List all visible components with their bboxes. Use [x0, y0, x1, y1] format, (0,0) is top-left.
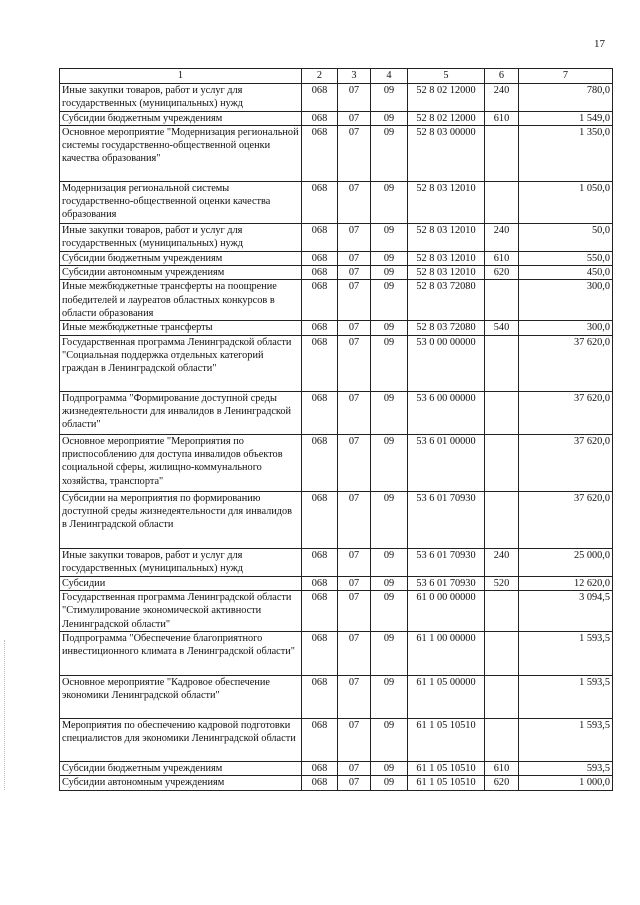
table-row [60, 776, 613, 790]
cell-rz: 07 [338, 719, 371, 762]
cell-csr: 52 8 03 72080 [408, 321, 485, 335]
cell-vr: 610 [485, 251, 519, 265]
cell-pr: 09 [371, 335, 408, 391]
cell-vr: 610 [485, 111, 519, 125]
header-cell-vr: 6 [485, 69, 519, 84]
cell-csr: 53 6 01 70930 [408, 491, 485, 548]
cell-vr [485, 434, 519, 491]
cell-sum: 1 000,0 [519, 776, 613, 790]
cell-gr: 068 [302, 266, 338, 280]
cell-name: Субсидии бюджетным учреждениям [60, 111, 302, 125]
cell-csr: 52 8 02 12000 [408, 84, 485, 112]
cell-sum: 450,0 [519, 266, 613, 280]
cell-gr: 068 [302, 223, 338, 251]
cell-rz: 07 [338, 84, 371, 112]
cell-pr: 09 [371, 762, 408, 776]
cell-vr: 240 [485, 548, 519, 576]
cell-csr: 61 0 00 00000 [408, 591, 485, 632]
cell-rz: 07 [338, 434, 371, 491]
cell-name: Модернизация региональной системы государственно-общественной оценки качества образования [60, 181, 302, 223]
cell-sum: 37 620,0 [519, 391, 613, 434]
cell-sum: 50,0 [519, 223, 613, 251]
cell-rz: 07 [338, 632, 371, 676]
cell-gr: 068 [302, 591, 338, 632]
cell-gr: 068 [302, 335, 338, 391]
cell-csr: 53 6 01 70930 [408, 576, 485, 590]
table-row [60, 632, 613, 676]
cell-sum: 1 593,5 [519, 632, 613, 676]
cell-csr: 53 6 01 00000 [408, 434, 485, 491]
table-row [60, 719, 613, 762]
cell-vr: 540 [485, 321, 519, 335]
cell-pr: 09 [371, 591, 408, 632]
cell-pr: 09 [371, 776, 408, 790]
cell-gr: 068 [302, 676, 338, 719]
cell-name: Иные закупки товаров, работ и услуг для государственных (муниципальных) нужд [60, 223, 302, 251]
cell-gr: 068 [302, 776, 338, 790]
cell-sum: 1 549,0 [519, 111, 613, 125]
header-cell-pr: 4 [371, 69, 408, 84]
cell-csr: 52 8 03 00000 [408, 125, 485, 181]
cell-gr: 068 [302, 434, 338, 491]
cell-pr: 09 [371, 181, 408, 223]
cell-rz: 07 [338, 676, 371, 719]
table-row [60, 125, 613, 181]
cell-sum: 37 620,0 [519, 434, 613, 491]
cell-csr: 61 1 05 00000 [408, 676, 485, 719]
cell-gr: 068 [302, 576, 338, 590]
table-row [60, 391, 613, 434]
cell-name: Иные закупки товаров, работ и услуг для государственных (муниципальных) нужд [60, 84, 302, 112]
table-row [60, 676, 613, 719]
cell-vr: 620 [485, 266, 519, 280]
cell-name: Мероприятия по обеспечению кадровой подготовки специалистов для экономики Ленинградской области [60, 719, 302, 762]
header-row [60, 69, 613, 84]
cell-gr: 068 [302, 491, 338, 548]
cell-gr: 068 [302, 84, 338, 112]
cell-pr: 09 [371, 223, 408, 251]
cell-gr: 068 [302, 719, 338, 762]
cell-gr: 068 [302, 762, 338, 776]
cell-vr [485, 719, 519, 762]
table-row [60, 491, 613, 548]
cell-rz: 07 [338, 576, 371, 590]
table-row [60, 335, 613, 391]
cell-name: Основное мероприятие "Мероприятия по приспособлению для доступа инвалидов объектов социальной сферы, жилищно-коммунального хозяйства, транспорта" [60, 434, 302, 491]
cell-name: Субсидии [60, 576, 302, 590]
cell-pr: 09 [371, 251, 408, 265]
header-cell-csr: 5 [408, 69, 485, 84]
table-row [60, 84, 613, 112]
budget-table [59, 68, 613, 791]
cell-rz: 07 [338, 548, 371, 576]
cell-rz: 07 [338, 321, 371, 335]
cell-csr: 52 8 03 72080 [408, 280, 485, 321]
cell-csr: 61 1 00 00000 [408, 632, 485, 676]
cell-name: Иные межбюджетные трансферты на поощрение победителей и лауреатов областных конкурсов в области образования [60, 280, 302, 321]
cell-csr: 53 0 00 00000 [408, 335, 485, 391]
cell-csr: 52 8 03 12010 [408, 223, 485, 251]
cell-rz: 07 [338, 491, 371, 548]
cell-sum: 1 593,5 [519, 676, 613, 719]
table-row [60, 321, 613, 335]
cell-csr: 52 8 03 12010 [408, 266, 485, 280]
cell-rz: 07 [338, 266, 371, 280]
cell-gr: 068 [302, 321, 338, 335]
cell-gr: 068 [302, 548, 338, 576]
table-row [60, 591, 613, 632]
cell-name: Основное мероприятие "Модернизация региональной системы государственно-общественной оценки качества образования" [60, 125, 302, 181]
cell-rz: 07 [338, 223, 371, 251]
cell-csr: 52 8 03 12010 [408, 181, 485, 223]
cell-pr: 09 [371, 280, 408, 321]
cell-name: Государственная программа Ленинградской области "Стимулирование экономической активности Ленинградской области" [60, 591, 302, 632]
cell-rz: 07 [338, 762, 371, 776]
cell-pr: 09 [371, 491, 408, 548]
cell-sum: 1 593,5 [519, 719, 613, 762]
cell-sum: 25 000,0 [519, 548, 613, 576]
cell-vr [485, 491, 519, 548]
cell-vr [485, 391, 519, 434]
cell-csr: 61 1 05 10510 [408, 762, 485, 776]
table-row [60, 111, 613, 125]
cell-name: Субсидии на мероприятия по формированию доступной среды жизнедеятельности для инвалидов в Ленинградской области [60, 491, 302, 548]
cell-gr: 068 [302, 111, 338, 125]
cell-pr: 09 [371, 576, 408, 590]
cell-rz: 07 [338, 111, 371, 125]
cell-sum: 1 050,0 [519, 181, 613, 223]
table-row [60, 223, 613, 251]
cell-pr: 09 [371, 719, 408, 762]
cell-pr: 09 [371, 632, 408, 676]
cell-name: Подпрограмма "Обеспечение благоприятного инвестиционного климата в Ленинградской области" [60, 632, 302, 676]
cell-csr: 61 1 05 10510 [408, 719, 485, 762]
table-row [60, 251, 613, 265]
header-cell-name: 1 [60, 69, 302, 84]
page-number: 17 [594, 38, 605, 50]
table-row [60, 181, 613, 223]
cell-vr: 620 [485, 776, 519, 790]
cell-name: Субсидии автономным учреждениям [60, 266, 302, 280]
cell-sum: 12 620,0 [519, 576, 613, 590]
cell-vr [485, 125, 519, 181]
table-row [60, 576, 613, 590]
cell-sum: 300,0 [519, 321, 613, 335]
cell-csr: 53 6 01 70930 [408, 548, 485, 576]
cell-name: Субсидии бюджетным учреждениям [60, 251, 302, 265]
cell-csr: 52 8 03 12010 [408, 251, 485, 265]
cell-sum: 37 620,0 [519, 335, 613, 391]
cell-gr: 068 [302, 280, 338, 321]
header-cell-gr: 2 [302, 69, 338, 84]
table-row [60, 762, 613, 776]
cell-vr: 610 [485, 762, 519, 776]
cell-name: Иные межбюджетные трансферты [60, 321, 302, 335]
cell-vr [485, 280, 519, 321]
cell-rz: 07 [338, 280, 371, 321]
cell-sum: 300,0 [519, 280, 613, 321]
cell-name: Основное мероприятие "Кадровое обеспечение экономики Ленинградской области" [60, 676, 302, 719]
cell-csr: 52 8 02 12000 [408, 111, 485, 125]
cell-csr: 53 6 00 00000 [408, 391, 485, 434]
cell-pr: 09 [371, 111, 408, 125]
cell-name: Подпрограмма "Формирование доступной среды жизнедеятельности для инвалидов в Ленинградской области" [60, 391, 302, 434]
cell-pr: 09 [371, 434, 408, 491]
cell-csr: 61 1 05 10510 [408, 776, 485, 790]
header-cell-sum: 7 [519, 69, 613, 84]
cell-vr [485, 632, 519, 676]
cell-gr: 068 [302, 632, 338, 676]
header-cell-rz: 3 [338, 69, 371, 84]
cell-vr: 240 [485, 84, 519, 112]
cell-name: Государственная программа Ленинградской области "Социальная поддержка отдельных категорий граждан в Ленинградской области" [60, 335, 302, 391]
cell-pr: 09 [371, 266, 408, 280]
cell-rz: 07 [338, 335, 371, 391]
cell-vr [485, 181, 519, 223]
scan-edge-mark [4, 640, 6, 790]
cell-gr: 068 [302, 391, 338, 434]
cell-gr: 068 [302, 251, 338, 265]
cell-sum: 550,0 [519, 251, 613, 265]
cell-rz: 07 [338, 251, 371, 265]
table-row [60, 548, 613, 576]
cell-pr: 09 [371, 84, 408, 112]
cell-gr: 068 [302, 125, 338, 181]
cell-pr: 09 [371, 391, 408, 434]
cell-rz: 07 [338, 776, 371, 790]
table-row [60, 266, 613, 280]
cell-pr: 09 [371, 125, 408, 181]
cell-vr: 520 [485, 576, 519, 590]
cell-name: Субсидии автономным учреждениям [60, 776, 302, 790]
cell-sum: 593,5 [519, 762, 613, 776]
cell-vr [485, 591, 519, 632]
cell-rz: 07 [338, 591, 371, 632]
table-row [60, 280, 613, 321]
cell-rz: 07 [338, 181, 371, 223]
cell-rz: 07 [338, 125, 371, 181]
table-row [60, 434, 613, 491]
cell-pr: 09 [371, 548, 408, 576]
cell-rz: 07 [338, 391, 371, 434]
cell-sum: 780,0 [519, 84, 613, 112]
cell-gr: 068 [302, 181, 338, 223]
cell-vr [485, 676, 519, 719]
cell-sum: 1 350,0 [519, 125, 613, 181]
cell-name: Иные закупки товаров, работ и услуг для государственных (муниципальных) нужд [60, 548, 302, 576]
cell-vr [485, 335, 519, 391]
cell-vr: 240 [485, 223, 519, 251]
cell-sum: 3 094,5 [519, 591, 613, 632]
cell-name: Субсидии бюджетным учреждениям [60, 762, 302, 776]
cell-pr: 09 [371, 676, 408, 719]
cell-sum: 37 620,0 [519, 491, 613, 548]
cell-pr: 09 [371, 321, 408, 335]
